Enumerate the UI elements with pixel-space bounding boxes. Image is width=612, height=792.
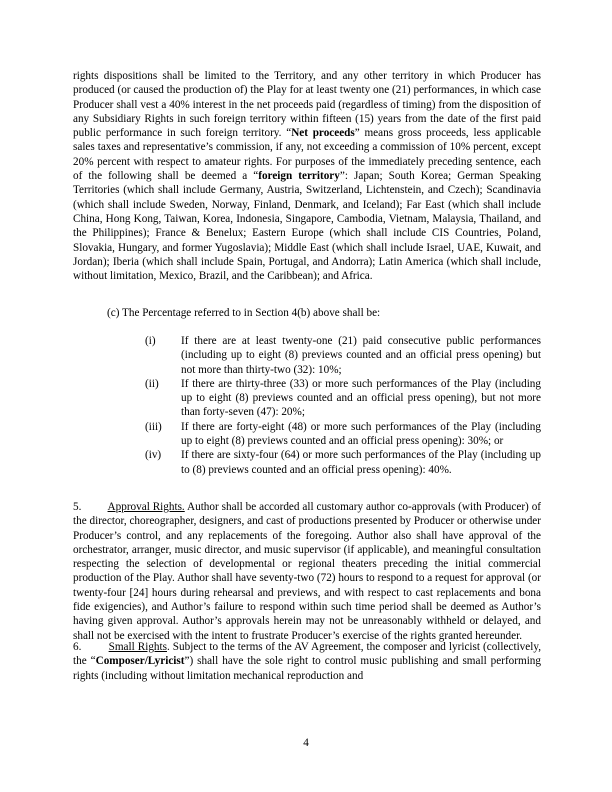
list-item	[73, 334, 541, 377]
section-body: ”) shall have the sole right to control music publishing and small performing rights (including without limitation mechanical reproduction and	[73, 655, 541, 682]
section-number: 5.	[73, 501, 82, 513]
list-item-text: If there are sixty-four (64) or more such performances of the Play (including up to (8) previews counted and an official press opening): 40%.	[181, 449, 541, 476]
list-item-text: If there are forty-eight (48) or more such performances of the Play (including up to eight (8) previews counted and an official press opening): 30%; or	[181, 420, 541, 448]
list-item	[73, 377, 541, 420]
list-item-text: If there are at least twenty-one (21) paid consecutive public performances (including up to eight (8) previews counted and an official press opening) but not more than thirty-two (32): 10%;	[181, 335, 541, 376]
list-item	[73, 420, 541, 449]
paragraph-text: ” means gross proceeds, less applicable sales taxes and representative’s commission, if any, not exceeding a commission of 10% percent, except 20% percent with respect to amateur rights. For purposes of the immediately preceding sentence, each of the following shall be deemed a “	[73, 127, 541, 183]
percentage-list	[73, 334, 541, 477]
list-item-number: (iii)	[145, 420, 162, 433]
section-approval-rights	[73, 500, 541, 643]
section-small-rights	[73, 640, 541, 683]
paragraph-text: ”: Japan; South Korea; German Speaking Territories (which shall include Germany, Austria, Switzerland, Lichtenstein, and Czech); Scandinavia (which shall include Sweden, Norway, Finland, Denmark, and Iceland); Far East (which shall include China, Hong Kong, Taiwan, Korea, Indonesia, Singapore, Cambodia, Vietnam, Malaysia, Thailand, and the Philippines); France & Benelux; Eastern Europe (which shall include CIS Countries, Poland, Slovakia, Hungary, and former Yugoslavia); Middle East (which shall include Israel, UAE, Kuwait, and Jordan); Iberia (which shall include Spain, Portugal, and Andorra); Latin America (which shall include, without limitation, Mexico, Brazil, and the Caribbean); and Africa.	[73, 170, 541, 283]
paragraph-subsidiary-rights	[73, 69, 541, 283]
defined-term-foreign-territory: foreign territory	[258, 170, 340, 183]
page-number: 4	[303, 737, 309, 749]
section-heading: Small Rights	[108, 641, 167, 653]
paragraph-percentage-intro: (c) The Percentage referred to in Section 4(b) above shall be:	[107, 307, 381, 319]
section-heading: Approval Rights.	[107, 501, 185, 513]
defined-term-composer-lyricist: Composer/Lyricist	[95, 655, 185, 668]
paragraph-text: rights dispositions shall be limited to the Territory, and any other territory in which Producer has produced (or caused the production of) the Play for at least twenty one (21) performances, in which case Producer shall vest a 40% interest in the net proceeds paid (regardless of timing) from the disposition of any Subsidiary Rights in such foreign territory within fifteen (15) years from the date of the first paid public performance in such foreign territory. “	[73, 70, 541, 140]
section-number: 6.	[73, 641, 82, 653]
list-item-text: If there are thirty-three (33) or more such performances of the Play (including up to eight (8) previews counted and an official press opening), but not more than forty-seven (47): 20%;	[181, 377, 541, 419]
list-item	[73, 448, 541, 477]
defined-term-net-proceeds: Net proceeds	[291, 127, 355, 140]
list-item-number: (iv)	[145, 449, 162, 462]
list-item-number: (i)	[145, 335, 156, 347]
section-body: . Subject to the terms of the AV Agreement, the composer and lyricist (collectively, the “	[73, 641, 542, 668]
list-item-number: (ii)	[145, 377, 159, 390]
section-body: Author shall be accorded all customary author co-approvals (with Producer) of the director, choreographer, designers, and cast of productions presented by Producer or otherwise under Producer’s control, and any replacements of the foregoing. Author also shall have approval of the orchestrator, arranger, music director, and music supervisor (if applicable), and meaningful consultation respecting the selection of developmental or regional theaters preceding the initial commercial production of the Play. Author shall have seventy-two (72) hours to respond to a request for approval (or twenty-four [24] hours during rehearsal and previews, and with respect to cast replacements and bona fide exigencies), and Author’s failure to respond within such time period shall be deemed as Author’s having given approval. Author’s approvals herein may not be unreasonably withheld or delayed, and shall not be exercised with the intent to frustrate Producer’s exercise of the rights granted hereunder.	[73, 501, 542, 642]
